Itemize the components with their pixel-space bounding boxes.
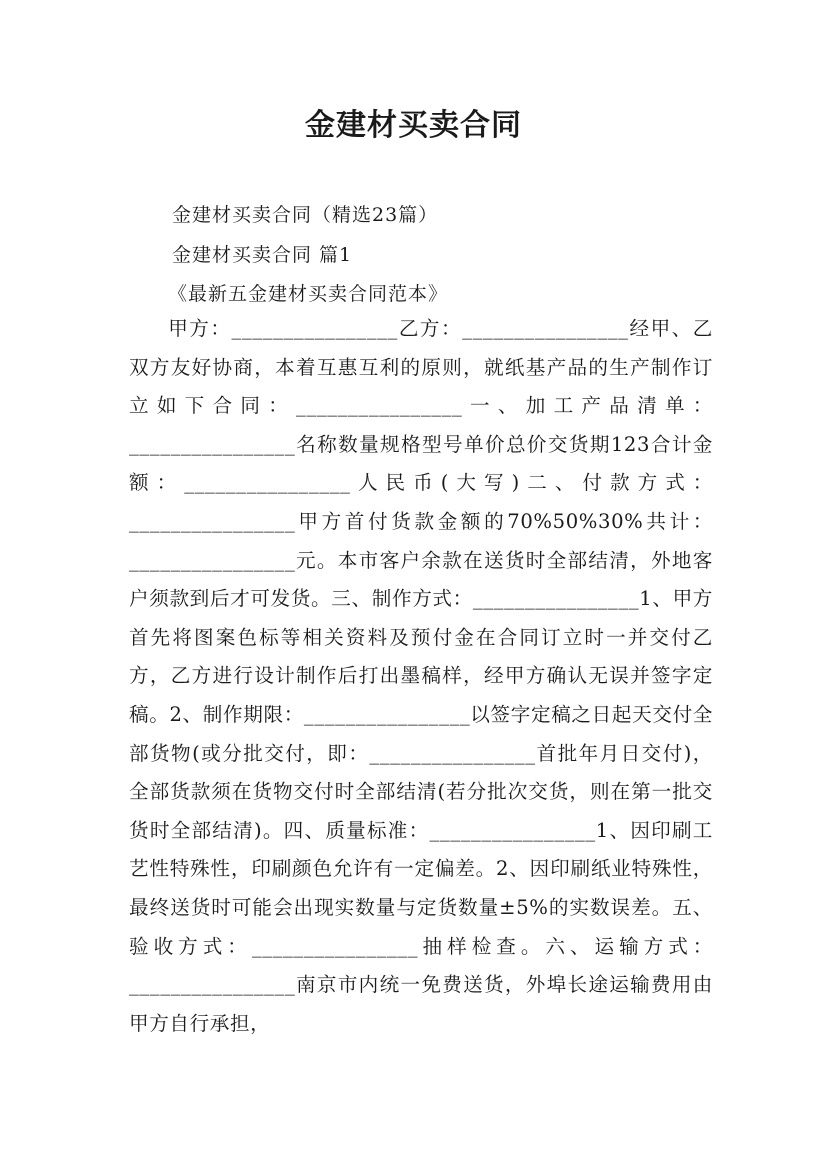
contract-body-paragraph: 甲方：________________乙方：________________经甲、乙双方友好协商，本着互惠互利的原则，就纸基产品的生产制作订立如下合同：________________一、加工产品清单：________________名称数量规格型号单价总价交货期123合计金额：________________人民币(大写)二、付款方式：________________甲方首付货款金额的70%50%30%共计：________________元。本市客户余款在送货时全部结清，外地客户须款到后才可发货。三、制作方式：________________1、甲方首先将图案色标等相关资料及预付金在合同订立时一并交付乙方，乙方进行设计制作后打出墨稿样，经甲方确认无误并签字定稿。2、制作期限：________________以签字定稿之日起天交付全部货物(或分批交付，即：________________首批年月日交付)，全部货款须在货物交付时全部结清(若分批次交货，则在第一批交货时全部结清)。四、质量标准：________________1、因印刷工艺性特殊性，印刷颜色允许有一定偏差。2、因印刷纸业特殊性，最终送货时可能会出现实数量与定货数量±5%的实数误差。五、验收方式：________________抽样检查。六、运输方式：________________南京市内统一免费送货，外埠长途运输费用由甲方自行承担， (129, 317, 713, 1035)
document-title: 金建材买卖合同 (305, 108, 522, 143)
intro-line-template-name: 《最新五金建材买卖合同范本》 (168, 283, 449, 305)
intro-line-chapter: 金建材买卖合同 篇1 (172, 244, 353, 266)
intro-line-collection: 金建材买卖合同（精选23篇） (172, 204, 439, 226)
